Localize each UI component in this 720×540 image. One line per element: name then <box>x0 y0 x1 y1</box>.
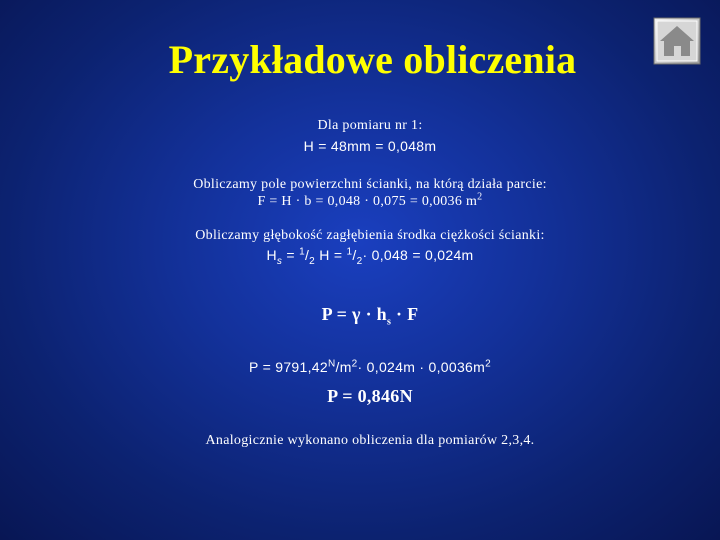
substitution-exponent-1: 2 <box>351 358 358 370</box>
formula-f: · F <box>391 304 419 324</box>
home-icon[interactable] <box>653 17 701 65</box>
substitution-middle: · 0,024m · 0,0036m <box>357 359 486 375</box>
footer-note: Analogicznie wykonano obliczenia dla pomiarów 2,3,4. <box>205 433 535 448</box>
depth-h: H <box>266 247 277 263</box>
depth-eq: = <box>282 247 300 263</box>
slide-title: Przykładowe obliczenia <box>168 37 577 82</box>
depth-formula: $H_s = ^1/_2$ $H = ^1/_2\cdot 0,048 = 0,024m$ <box>266 246 474 267</box>
formula-h: · h <box>360 304 387 324</box>
area-intro-text: Obliczamy pole powierzchni ścianki, na którą działa parcie: <box>193 177 547 192</box>
substitution-per-m: /m <box>335 359 352 375</box>
general-pressure-formula <box>0 303 720 328</box>
measurement-h-value: H = 48mm = 0,048m <box>303 138 437 154</box>
measurement-label: Dla pomiaru nr 1: <box>317 118 423 133</box>
depth-subscript-s: s <box>276 255 283 267</box>
depth-denominator-2: 2 <box>356 255 363 267</box>
depth-numerator-2: 1 <box>346 246 353 258</box>
formula-gamma: γ <box>352 304 361 324</box>
substitution-formula <box>0 358 720 376</box>
substitution-lead: P = 9791,42 <box>249 359 328 375</box>
area-formula <box>0 193 720 211</box>
depth-tail: · 0,048 = 0,024m <box>362 247 474 263</box>
depth-numerator-1: 1 <box>299 246 305 258</box>
formula-subscript-s: s <box>387 316 392 328</box>
substitution-n: N <box>327 358 336 370</box>
area-formula-text: F = H · b = 0,048 · 0,075 = 0,0036 m <box>257 194 478 209</box>
area-formula-exponent: 2 <box>477 191 483 203</box>
substitution-exponent-2: 2 <box>485 358 491 370</box>
result-value: P = 0,846N <box>327 386 413 406</box>
formula-p: P = <box>321 304 353 324</box>
depth-denominator-1: 2 <box>309 255 316 267</box>
depth-intro-text: Obliczamy głębokość zagłębienia środka ciężkości ścianki: <box>195 228 545 243</box>
depth-mid: H = <box>315 247 347 263</box>
